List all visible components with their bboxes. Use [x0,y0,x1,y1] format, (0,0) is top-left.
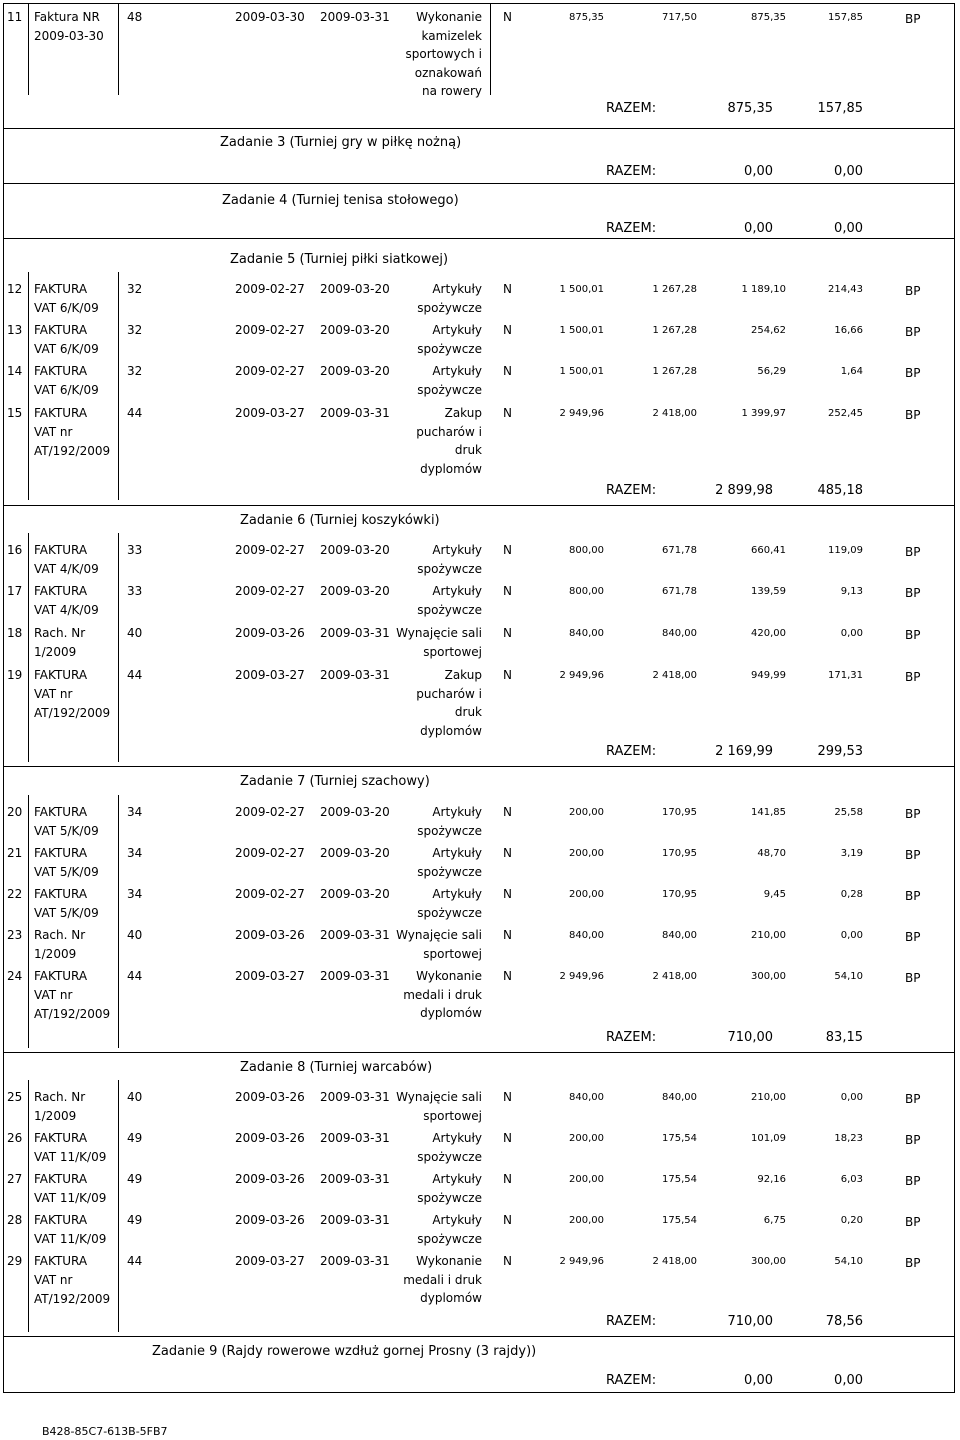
section-title: Zadanie 5 (Turniej piłki siatkowej) [230,252,449,267]
source-flag: BP [905,586,921,600]
amount-vat: 9,13 [840,586,863,597]
amount-vat: 252,45 [828,408,863,419]
date-issue: 2009-03-26 [235,928,305,942]
amount-vat: 157,85 [828,12,863,23]
date-issue: 2009-03-30 [235,10,305,24]
document-ref: FAKTURA VAT 5/K/09 [34,846,99,879]
document-ref: Rach. Nr 1/2009 [34,626,86,659]
date-issue: 2009-02-27 [235,323,305,337]
source-flag: BP [905,408,921,422]
date-payment: 2009-03-20 [320,805,390,819]
date-payment: 2009-03-20 [320,364,390,378]
amount-gross: 800,00 [569,545,604,556]
razem-label: RAZEM: [606,164,657,179]
amount-vat: 0,00 [840,1092,863,1103]
document-ref: FAKTURA VAT nr AT/192/2009 [34,406,111,458]
amount-vat: 25,58 [834,807,863,818]
column-divider [118,272,119,500]
section-divider [3,505,955,506]
amount-settled: 875,35 [751,12,786,23]
document-ref: Rach. Nr 1/2009 [34,928,86,961]
description: Artykuły spożywcze [417,323,482,356]
section-title: Zadanie 4 (Turniej tenisa stołowego) [222,193,459,208]
type-flag: N [503,1172,512,1186]
razem-total: 710,00 [727,1314,773,1329]
razem-label: RAZEM: [606,1030,657,1045]
source-flag: BP [905,930,921,944]
date-payment: 2009-03-31 [320,1131,390,1145]
source-flag: BP [905,284,921,298]
razem-total: 2 169,99 [715,744,773,759]
document-ref: FAKTURA VAT 4/K/09 [34,584,99,617]
date-issue: 2009-02-27 [235,282,305,296]
cost-code: 49 [127,1131,143,1145]
amount-gross: 200,00 [569,1174,604,1185]
document-ref: FAKTURA VAT nr AT/192/2009 [34,969,111,1021]
razem-vat: 0,00 [834,164,863,179]
column-divider [118,533,119,762]
type-flag: N [503,364,512,378]
description: Zakup pucharów i druk dyplomów [416,406,482,476]
razem-total: 875,35 [727,101,773,116]
document-ref: FAKTURA VAT 11/K/09 [34,1131,107,1164]
section-title: Zadanie 6 (Turniej koszykówki) [240,513,440,528]
amount-settled: 300,00 [751,971,786,982]
description: Artykuły spożywcze [417,1213,482,1246]
type-flag: N [503,846,512,860]
amount-net: 717,50 [662,12,697,23]
amount-gross: 2 949,96 [559,408,604,419]
amount-gross: 200,00 [569,807,604,818]
type-flag: N [503,282,512,296]
type-flag: N [503,626,512,640]
date-issue: 2009-02-27 [235,805,305,819]
type-flag: N [503,1254,512,1268]
amount-settled: 660,41 [751,545,786,556]
amount-net: 840,00 [662,1092,697,1103]
description: Artykuły spożywcze [417,1131,482,1164]
amount-net: 671,78 [662,586,697,597]
amount-gross: 200,00 [569,1133,604,1144]
description: Wykonanie medali i druk dyplomów [403,1254,482,1305]
amount-gross: 200,00 [569,1215,604,1226]
column-divider [118,3,119,95]
amount-settled: 9,45 [763,889,786,900]
date-payment: 2009-03-20 [320,543,390,557]
cost-code: 44 [127,969,143,983]
source-flag: BP [905,971,921,985]
source-flag: BP [905,366,921,380]
amount-vat: 54,10 [834,1256,863,1267]
type-flag: N [503,10,512,24]
amount-gross: 2 949,96 [559,1256,604,1267]
column-divider [118,1080,119,1332]
amount-vat: 214,43 [828,284,863,295]
cost-code: 34 [127,846,143,860]
type-flag: N [503,1213,512,1227]
row-number: 26 [7,1131,23,1145]
source-flag: BP [905,325,921,339]
type-flag: N [503,1090,512,1104]
amount-vat: 119,09 [828,545,863,556]
razem-vat: 78,56 [825,1314,863,1329]
date-issue: 2009-03-26 [235,1090,305,1104]
section-divider [3,183,955,184]
date-issue: 2009-03-27 [235,969,305,983]
razem-total: 0,00 [744,1373,773,1388]
row-number: 19 [7,668,23,682]
razem-label: RAZEM: [606,1373,657,1388]
amount-vat: 16,66 [834,325,863,336]
date-payment: 2009-03-31 [320,1090,390,1104]
date-payment: 2009-03-20 [320,887,390,901]
amount-vat: 0,00 [840,930,863,941]
type-flag: N [503,668,512,682]
source-flag: BP [905,807,921,821]
section-title: Zadanie 8 (Turniej warcabów) [240,1060,433,1075]
amount-net: 1 267,28 [652,325,697,336]
type-flag: N [503,969,512,983]
description: Artykuły spożywcze [417,846,482,879]
document-ref: FAKTURA VAT 5/K/09 [34,887,99,920]
source-flag: BP [905,1174,921,1188]
amount-settled: 6,75 [763,1215,786,1226]
row-number: 15 [7,406,23,420]
amount-settled: 254,62 [751,325,786,336]
source-flag: BP [905,848,921,862]
description: Artykuły spożywcze [417,887,482,920]
amount-gross: 840,00 [569,1092,604,1103]
amount-gross: 1 500,01 [559,325,604,336]
section-divider [3,238,955,239]
amount-net: 175,54 [662,1215,697,1226]
date-issue: 2009-02-27 [235,364,305,378]
amount-net: 2 418,00 [652,408,697,419]
cost-code: 44 [127,1254,143,1268]
amount-net: 840,00 [662,628,697,639]
amount-net: 1 267,28 [652,284,697,295]
document-ref: FAKTURA VAT 11/K/09 [34,1213,107,1246]
cost-code: 33 [127,543,143,557]
date-payment: 2009-03-31 [320,406,390,420]
source-flag: BP [905,12,921,26]
source-flag: BP [905,1215,921,1229]
row-number: 17 [7,584,23,598]
amount-gross: 1 500,01 [559,366,604,377]
date-payment: 2009-03-20 [320,846,390,860]
column-divider [118,795,119,1048]
column-divider [28,533,29,762]
amount-settled: 1 189,10 [741,284,786,295]
date-payment: 2009-03-31 [320,1213,390,1227]
cost-code: 32 [127,323,143,337]
date-payment: 2009-03-31 [320,1254,390,1268]
source-flag: BP [905,1133,921,1147]
amount-net: 2 418,00 [652,670,697,681]
date-payment: 2009-03-31 [320,10,390,24]
row-number: 16 [7,543,23,557]
amount-vat: 18,23 [834,1133,863,1144]
date-issue: 2009-02-27 [235,584,305,598]
date-issue: 2009-03-27 [235,668,305,682]
razem-vat: 83,15 [825,1030,863,1045]
cost-code: 32 [127,282,143,296]
cost-code: 40 [127,626,143,640]
row-number: 24 [7,969,23,983]
amount-settled: 92,16 [757,1174,786,1185]
amount-settled: 210,00 [751,930,786,941]
description: Wynajęcie sali sportowej [396,1090,482,1123]
source-flag: BP [905,628,921,642]
amount-gross: 875,35 [569,12,604,23]
cost-code: 33 [127,584,143,598]
description: Artykuły spożywcze [417,1172,482,1205]
amount-net: 671,78 [662,545,697,556]
amount-gross: 200,00 [569,848,604,859]
row-number: 22 [7,887,23,901]
amount-vat: 3,19 [840,848,863,859]
razem-total: 0,00 [744,164,773,179]
document-ref: FAKTURA VAT 11/K/09 [34,1172,107,1205]
column-divider [28,795,29,1048]
cost-code: 49 [127,1172,143,1186]
amount-settled: 300,00 [751,1256,786,1267]
row-number: 13 [7,323,23,337]
row-number: 20 [7,805,23,819]
amount-settled: 949,99 [751,670,786,681]
description: Artykuły spożywcze [417,584,482,617]
date-issue: 2009-03-26 [235,626,305,640]
razem-vat: 0,00 [834,1373,863,1388]
date-payment: 2009-03-31 [320,969,390,983]
column-divider [28,3,29,95]
amount-net: 170,95 [662,889,697,900]
date-payment: 2009-03-31 [320,1172,390,1186]
date-payment: 2009-03-31 [320,626,390,640]
section-divider [3,766,955,767]
date-issue: 2009-03-26 [235,1131,305,1145]
source-flag: BP [905,1256,921,1270]
document-ref: FAKTURA VAT 5/K/09 [34,805,99,838]
section-title: Zadanie 7 (Turniej szachowy) [240,774,430,789]
razem-label: RAZEM: [606,483,657,498]
amount-vat: 0,28 [840,889,863,900]
type-flag: N [503,887,512,901]
razem-label: RAZEM: [606,744,657,759]
razem-vat: 299,53 [817,744,863,759]
source-flag: BP [905,1092,921,1106]
description: Artykuły spożywcze [417,282,482,315]
amount-vat: 171,31 [828,670,863,681]
amount-gross: 200,00 [569,889,604,900]
razem-label: RAZEM: [606,1314,657,1329]
date-issue: 2009-02-27 [235,887,305,901]
document-ref: FAKTURA VAT 6/K/09 [34,364,99,397]
cost-code: 40 [127,1090,143,1104]
type-flag: N [503,406,512,420]
type-flag: N [503,805,512,819]
razem-label: RAZEM: [606,221,657,236]
amount-net: 840,00 [662,930,697,941]
row-number: 21 [7,846,23,860]
row-number: 25 [7,1090,23,1104]
date-issue: 2009-03-26 [235,1213,305,1227]
cost-code: 32 [127,364,143,378]
document-ref: Rach. Nr 1/2009 [34,1090,86,1123]
amount-settled: 141,85 [751,807,786,818]
amount-settled: 56,29 [757,366,786,377]
date-payment: 2009-03-31 [320,668,390,682]
amount-vat: 54,10 [834,971,863,982]
column-divider [28,1080,29,1332]
row-number: 27 [7,1172,23,1186]
razem-label: RAZEM: [606,101,657,116]
section-divider [3,128,955,129]
row-number: 14 [7,364,23,378]
type-flag: N [503,323,512,337]
amount-vat: 0,20 [840,1215,863,1226]
amount-settled: 1 399,97 [741,408,786,419]
row-number: 23 [7,928,23,942]
section-title: Zadanie 9 (Rajdy rowerowe wzdłuż gornej Prosny (3 rajdy)) [152,1344,537,1359]
description: Wynajęcie sali sportowej [396,928,482,961]
amount-net: 170,95 [662,848,697,859]
description: Wykonanie kamizelek sportowych i oznakowań na rowery [405,10,482,98]
cost-code: 40 [127,928,143,942]
type-flag: N [503,584,512,598]
row-number: 12 [7,282,23,296]
date-issue: 2009-03-27 [235,406,305,420]
amount-net: 2 418,00 [652,971,697,982]
amount-net: 2 418,00 [652,1256,697,1267]
razem-vat: 485,18 [817,483,863,498]
column-divider [490,3,491,95]
amount-net: 170,95 [662,807,697,818]
section-divider [3,1052,955,1053]
date-issue: 2009-03-26 [235,1172,305,1186]
razem-total: 0,00 [744,221,773,236]
razem-total: 2 899,98 [715,483,773,498]
row-number: 28 [7,1213,23,1227]
source-flag: BP [905,889,921,903]
row-number: 11 [7,10,23,24]
document-ref: FAKTURA VAT 6/K/09 [34,282,99,315]
date-payment: 2009-03-31 [320,928,390,942]
type-flag: N [503,1131,512,1145]
section-divider [3,1336,955,1337]
type-flag: N [503,543,512,557]
amount-net: 175,54 [662,1174,697,1185]
description: Wynajęcie sali sportowej [396,626,482,659]
amount-settled: 139,59 [751,586,786,597]
section-title: Zadanie 3 (Turniej gry w piłkę nożną) [220,135,462,150]
razem-total: 710,00 [727,1030,773,1045]
description: Wykonanie medali i druk dyplomów [403,969,482,1020]
date-payment: 2009-03-20 [320,584,390,598]
cost-code: 34 [127,805,143,819]
date-payment: 2009-03-20 [320,282,390,296]
amount-settled: 48,70 [757,848,786,859]
document-ref: FAKTURA VAT 6/K/09 [34,323,99,356]
amount-net: 175,54 [662,1133,697,1144]
amount-gross: 840,00 [569,930,604,941]
amount-vat: 1,64 [840,366,863,377]
amount-settled: 101,09 [751,1133,786,1144]
cost-code: 34 [127,887,143,901]
description: Artykuły spożywcze [417,364,482,397]
date-issue: 2009-02-27 [235,846,305,860]
document-ref: FAKTURA VAT nr AT/192/2009 [34,668,111,720]
footer-code: B428-85C7-613B-5FB7 [42,1425,168,1438]
column-divider [28,272,29,500]
amount-gross: 840,00 [569,628,604,639]
amount-gross: 2 949,96 [559,670,604,681]
cost-code: 49 [127,1213,143,1227]
date-issue: 2009-03-27 [235,1254,305,1268]
description: Zakup pucharów i druk dyplomów [416,668,482,738]
amount-gross: 2 949,96 [559,971,604,982]
document-ref: FAKTURA VAT 4/K/09 [34,543,99,576]
amount-vat: 6,03 [840,1174,863,1185]
amount-net: 1 267,28 [652,366,697,377]
amount-gross: 1 500,01 [559,284,604,295]
razem-vat: 157,85 [817,101,863,116]
razem-vat: 0,00 [834,221,863,236]
source-flag: BP [905,670,921,684]
description: Artykuły spożywcze [417,805,482,838]
amount-settled: 210,00 [751,1092,786,1103]
date-payment: 2009-03-20 [320,323,390,337]
source-flag: BP [905,545,921,559]
cost-code: 44 [127,406,143,420]
cost-code: 44 [127,668,143,682]
date-issue: 2009-02-27 [235,543,305,557]
row-number: 18 [7,626,23,640]
amount-settled: 420,00 [751,628,786,639]
row-number: 29 [7,1254,23,1268]
document-ref: Faktura NR 2009-03-30 [34,10,104,43]
document-ref: FAKTURA VAT nr AT/192/2009 [34,1254,111,1306]
amount-vat: 0,00 [840,628,863,639]
amount-gross: 800,00 [569,586,604,597]
cost-code: 48 [127,10,143,24]
type-flag: N [503,928,512,942]
description: Artykuły spożywcze [417,543,482,576]
